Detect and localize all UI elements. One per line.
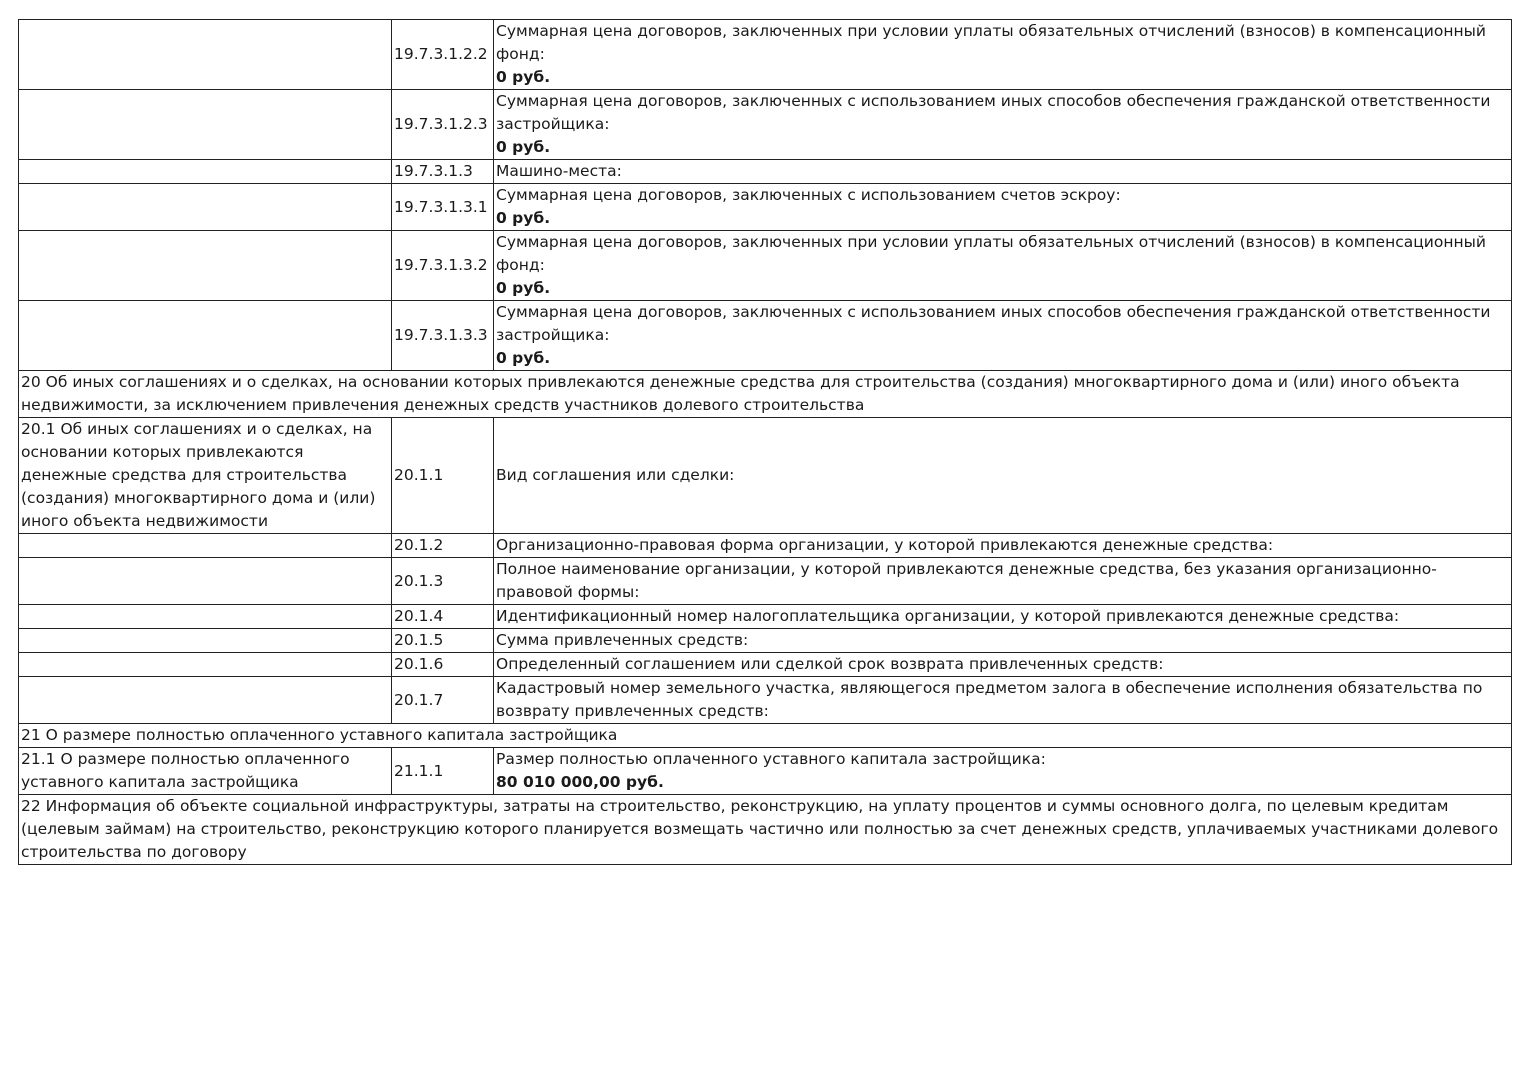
section-cell xyxy=(19,605,392,629)
table-row xyxy=(19,301,1512,371)
item-label: Суммарная цена договоров, заключенных при условии уплаты обязательных отчислений (взносов) в компенсационный фонд: xyxy=(496,22,1486,63)
item-value: 80 010 000,00 руб. xyxy=(496,773,664,791)
item-code: 19.7.3.1.2.2 xyxy=(392,20,494,90)
item-value: 0 руб. xyxy=(496,279,551,297)
item-label: Организационно-правовая форма организации, у которой привлекаются денежные средства: xyxy=(496,536,1274,554)
section-header-row xyxy=(19,724,1512,748)
table-row xyxy=(19,605,1512,629)
item-content xyxy=(494,558,1512,605)
item-content xyxy=(494,748,1512,795)
item-code: 20.1.6 xyxy=(392,653,494,677)
disclosure-table xyxy=(18,19,1512,865)
item-label: Суммарная цена договоров, заключенных с использованием иных способов обеспечения гражданской ответственности застройщика: xyxy=(496,303,1491,344)
item-code: 20.1.2 xyxy=(392,534,494,558)
item-code: 21.1.1 xyxy=(392,748,494,795)
item-value: 0 руб. xyxy=(496,68,551,86)
item-code: 20.1.5 xyxy=(392,629,494,653)
item-code: 19.7.3.1.3 xyxy=(392,160,494,184)
section-cell xyxy=(19,653,392,677)
item-content xyxy=(494,605,1512,629)
section-cell xyxy=(19,184,392,231)
item-code: 19.7.3.1.3.1 xyxy=(392,184,494,231)
item-label: Суммарная цена договоров, заключенных с использованием иных способов обеспечения гражданской ответственности застройщика: xyxy=(496,92,1491,133)
item-label: Машино-места: xyxy=(496,162,622,180)
section-cell xyxy=(19,301,392,371)
item-value: 0 руб. xyxy=(496,209,551,227)
table-row xyxy=(19,20,1512,90)
section-cell xyxy=(19,629,392,653)
item-code: 20.1.3 xyxy=(392,558,494,605)
item-code: 19.7.3.1.2.3 xyxy=(392,90,494,160)
table-row xyxy=(19,748,1512,795)
item-label: Кадастровый номер земельного участка, являющегося предметом залога в обеспечение исполнения обязательства по возврату привлеченных средств: xyxy=(496,679,1483,720)
item-label: Суммарная цена договоров, заключенных с использованием счетов эскроу: xyxy=(496,186,1121,204)
section-cell xyxy=(19,90,392,160)
section-header-row xyxy=(19,371,1512,418)
table-row xyxy=(19,90,1512,160)
section-cell xyxy=(19,20,392,90)
item-content xyxy=(494,231,1512,301)
item-label: Суммарная цена договоров, заключенных при условии уплаты обязательных отчислений (взносов) в компенсационный фонд: xyxy=(496,233,1486,274)
item-label: Полное наименование организации, у которой привлекаются денежные средства, без указания организационно-правовой формы: xyxy=(496,560,1437,601)
item-code: 20.1.4 xyxy=(392,605,494,629)
table-row xyxy=(19,653,1512,677)
table-row xyxy=(19,418,1512,534)
section-header: 20 Об иных соглашениях и о сделках, на основании которых привлекаются денежные средства для строительства (создания) многоквартирного дома и (или) иного объекта недвижимости, за исключением привлечения денежных средств участников долевого строительства xyxy=(19,371,1512,418)
item-code: 20.1.7 xyxy=(392,677,494,724)
item-code: 19.7.3.1.3.2 xyxy=(392,231,494,301)
item-content xyxy=(494,160,1512,184)
section-cell xyxy=(19,231,392,301)
section-cell xyxy=(19,534,392,558)
item-label: Размер полностью оплаченного уставного капитала застройщика: xyxy=(496,750,1046,768)
item-label: Идентификационный номер налогоплательщика организации, у которой привлекаются денежные средства: xyxy=(496,607,1400,625)
table-row xyxy=(19,184,1512,231)
item-content xyxy=(494,418,1512,534)
item-code: 19.7.3.1.3.3 xyxy=(392,301,494,371)
section-cell: 20.1 Об иных соглашениях и о сделках, на основании которых привлекаются денежные средства для строительства (создания) многоквартирного дома и (или) иного объекта недвижимости xyxy=(19,418,392,534)
section-cell xyxy=(19,558,392,605)
item-label: Вид соглашения или сделки: xyxy=(496,466,735,484)
item-content xyxy=(494,629,1512,653)
item-code: 20.1.1 xyxy=(392,418,494,534)
item-content xyxy=(494,184,1512,231)
item-content xyxy=(494,653,1512,677)
table-row xyxy=(19,677,1512,724)
item-value: 0 руб. xyxy=(496,138,551,156)
table-row xyxy=(19,629,1512,653)
item-content xyxy=(494,677,1512,724)
item-label: Определенный соглашением или сделкой срок возврата привлеченных средств: xyxy=(496,655,1164,673)
section-cell xyxy=(19,160,392,184)
section-header: 22 Информация об объекте социальной инфраструктуры, затраты на строительство, реконструкцию, на уплату процентов и суммы основного долга, по целевым кредитам (целевым займам) на строительство, реконструкцию которого планируется возмещать частично или полностью за счет денежных средств, уплачиваемых участниками долевого строительства по договору xyxy=(19,795,1512,865)
section-header-row xyxy=(19,795,1512,865)
table-row xyxy=(19,534,1512,558)
item-content xyxy=(494,20,1512,90)
item-label: Сумма привлеченных средств: xyxy=(496,631,749,649)
item-value: 0 руб. xyxy=(496,349,551,367)
table-row xyxy=(19,160,1512,184)
table-row xyxy=(19,558,1512,605)
section-header: 21 О размере полностью оплаченного уставного капитала застройщика xyxy=(19,724,1512,748)
table-row xyxy=(19,231,1512,301)
section-cell xyxy=(19,677,392,724)
section-cell: 21.1 О размере полностью оплаченного уставного капитала застройщика xyxy=(19,748,392,795)
item-content xyxy=(494,90,1512,160)
item-content xyxy=(494,301,1512,371)
item-content xyxy=(494,534,1512,558)
